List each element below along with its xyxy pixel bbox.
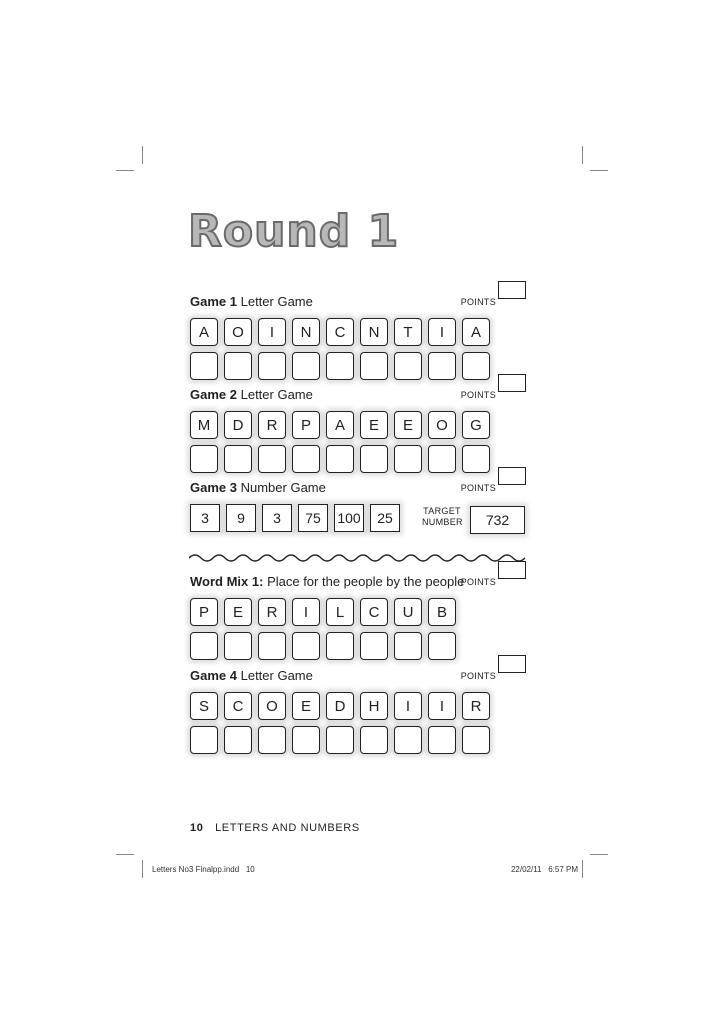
game-4-section: [190, 666, 526, 754]
answer-tile[interactable]: [462, 726, 490, 754]
letter-tile: A: [326, 411, 354, 439]
answer-tile[interactable]: [428, 726, 456, 754]
crop-mark: [590, 854, 608, 855]
letter-tile: D: [224, 411, 252, 439]
letter-tile: N: [292, 318, 320, 346]
answer-tile[interactable]: [394, 352, 422, 380]
letter-tile: H: [360, 692, 388, 720]
slug-file: Letters No3 Finalpp.indd 10: [152, 865, 255, 874]
letter-tile: R: [258, 411, 286, 439]
letter-tile: P: [190, 598, 218, 626]
answer-tile[interactable]: [224, 632, 252, 660]
answer-tile[interactable]: [360, 445, 388, 473]
letter-tile: C: [326, 318, 354, 346]
answer-tile[interactable]: [292, 632, 320, 660]
game-2-name: Game 2: [190, 387, 237, 402]
game-4-name: Game 4: [190, 668, 237, 683]
target-number-box: 732: [470, 506, 525, 534]
word-mix-clue: Place for the people by the people: [267, 574, 465, 589]
letter-tile: B: [428, 598, 456, 626]
letter-tile: S: [190, 692, 218, 720]
answer-row: [190, 726, 526, 754]
target-label-line-2: NUMBER: [422, 517, 463, 527]
letter-row: [190, 692, 526, 720]
letter-tile: D: [326, 692, 354, 720]
word-mix-name: Word Mix 1:: [190, 574, 264, 589]
letter-tile: R: [462, 692, 490, 720]
game-3-header: [190, 478, 526, 498]
number-tile: 3: [262, 504, 292, 532]
crop-mark: [116, 170, 134, 171]
footer-word-letters: LETTERS: [215, 822, 269, 834]
number-tile: 9: [226, 504, 256, 532]
answer-row: [190, 632, 526, 660]
wavy-divider: [189, 552, 525, 564]
page-title: Round 1: [188, 206, 400, 257]
letter-tile: N: [360, 318, 388, 346]
game-2-type: Letter Game: [240, 387, 313, 402]
answer-tile[interactable]: [462, 445, 490, 473]
target-number-label: [422, 506, 462, 528]
answer-tile[interactable]: [292, 445, 320, 473]
answer-tile[interactable]: [258, 726, 286, 754]
page-footer: [190, 822, 360, 834]
letter-row: [190, 411, 526, 439]
letter-tile: O: [428, 411, 456, 439]
page-number: 10: [190, 822, 204, 834]
crop-mark: [582, 146, 583, 164]
answer-tile[interactable]: [190, 445, 218, 473]
points-box[interactable]: [498, 561, 526, 579]
letter-tile: E: [292, 692, 320, 720]
points-label: POINTS: [460, 577, 496, 587]
answer-tile[interactable]: [190, 726, 218, 754]
answer-tile[interactable]: [292, 726, 320, 754]
answer-tile[interactable]: [258, 632, 286, 660]
letter-tile: M: [190, 411, 218, 439]
answer-row: [190, 352, 526, 380]
crop-mark: [142, 146, 143, 164]
answer-tile[interactable]: [326, 445, 354, 473]
game-2-header: [190, 385, 526, 405]
letter-tile: L: [326, 598, 354, 626]
points-box[interactable]: [498, 374, 526, 392]
letter-tile: I: [428, 692, 456, 720]
letter-tile: O: [258, 692, 286, 720]
answer-tile[interactable]: [190, 632, 218, 660]
letter-tile: P: [292, 411, 320, 439]
number-tile: 75: [298, 504, 328, 532]
answer-tile[interactable]: [326, 726, 354, 754]
crop-mark: [582, 860, 583, 878]
answer-tile[interactable]: [360, 726, 388, 754]
game-1-type: Letter Game: [240, 294, 313, 309]
answer-tile[interactable]: [224, 445, 252, 473]
game-1-header: [190, 292, 526, 312]
word-mix-header: [190, 572, 526, 592]
crop-mark: [116, 854, 134, 855]
points-label: POINTS: [460, 390, 496, 400]
game-3-name: Game 3: [190, 480, 237, 495]
letter-tile: E: [394, 411, 422, 439]
slug-date: 22/02/11 6:57 PM: [510, 865, 578, 874]
number-tile: 25: [370, 504, 400, 532]
answer-tile[interactable]: [360, 352, 388, 380]
game-4-header: [190, 666, 526, 686]
letter-tile: I: [258, 318, 286, 346]
answer-tile[interactable]: [326, 352, 354, 380]
number-tile: 100: [334, 504, 364, 532]
letter-tile: R: [258, 598, 286, 626]
answer-tile[interactable]: [428, 445, 456, 473]
answer-tile[interactable]: [258, 352, 286, 380]
answer-tile[interactable]: [394, 445, 422, 473]
answer-row: [190, 445, 526, 473]
game-1-name: Game 1: [190, 294, 237, 309]
game-2-section: [190, 385, 526, 473]
letter-tile: C: [224, 692, 252, 720]
letter-tile: A: [462, 318, 490, 346]
answer-tile[interactable]: [428, 352, 456, 380]
answer-tile[interactable]: [258, 445, 286, 473]
letter-tile: E: [360, 411, 388, 439]
points-box[interactable]: [498, 467, 526, 485]
answer-tile[interactable]: [394, 632, 422, 660]
points-box[interactable]: [498, 281, 526, 299]
answer-tile[interactable]: [224, 726, 252, 754]
points-box[interactable]: [498, 655, 526, 673]
letter-tile: T: [394, 318, 422, 346]
answer-tile[interactable]: [360, 632, 388, 660]
answer-tile[interactable]: [394, 726, 422, 754]
points-label: POINTS: [460, 671, 496, 681]
answer-tile[interactable]: [462, 352, 490, 380]
letter-tile: O: [224, 318, 252, 346]
game-1-section: [190, 292, 526, 380]
letter-tile: C: [360, 598, 388, 626]
word-mix-section: [190, 572, 526, 660]
number-tile: 3: [190, 504, 220, 532]
letter-tile: G: [462, 411, 490, 439]
letter-tile: I: [394, 692, 422, 720]
answer-tile[interactable]: [224, 352, 252, 380]
answer-tile[interactable]: [292, 352, 320, 380]
footer-word-and: AND: [271, 822, 297, 834]
answer-tile[interactable]: [428, 632, 456, 660]
answer-tile[interactable]: [326, 632, 354, 660]
target-label-line-1: TARGET: [423, 506, 461, 516]
game-3-type: Number Game: [240, 480, 326, 495]
crop-mark: [590, 170, 608, 171]
points-label: POINTS: [460, 483, 496, 493]
letter-tile: I: [428, 318, 456, 346]
letter-tile: U: [394, 598, 422, 626]
letter-tile: E: [224, 598, 252, 626]
letter-tile: A: [190, 318, 218, 346]
game-4-type: Letter Game: [240, 668, 313, 683]
points-label: POINTS: [460, 297, 496, 307]
game-3-section: [190, 478, 526, 538]
letter-tile: I: [292, 598, 320, 626]
footer-word-numbers: NUMBERS: [300, 822, 360, 834]
crop-mark: [142, 860, 143, 878]
letter-row: [190, 598, 526, 626]
answer-tile[interactable]: [190, 352, 218, 380]
letter-row: [190, 318, 526, 346]
